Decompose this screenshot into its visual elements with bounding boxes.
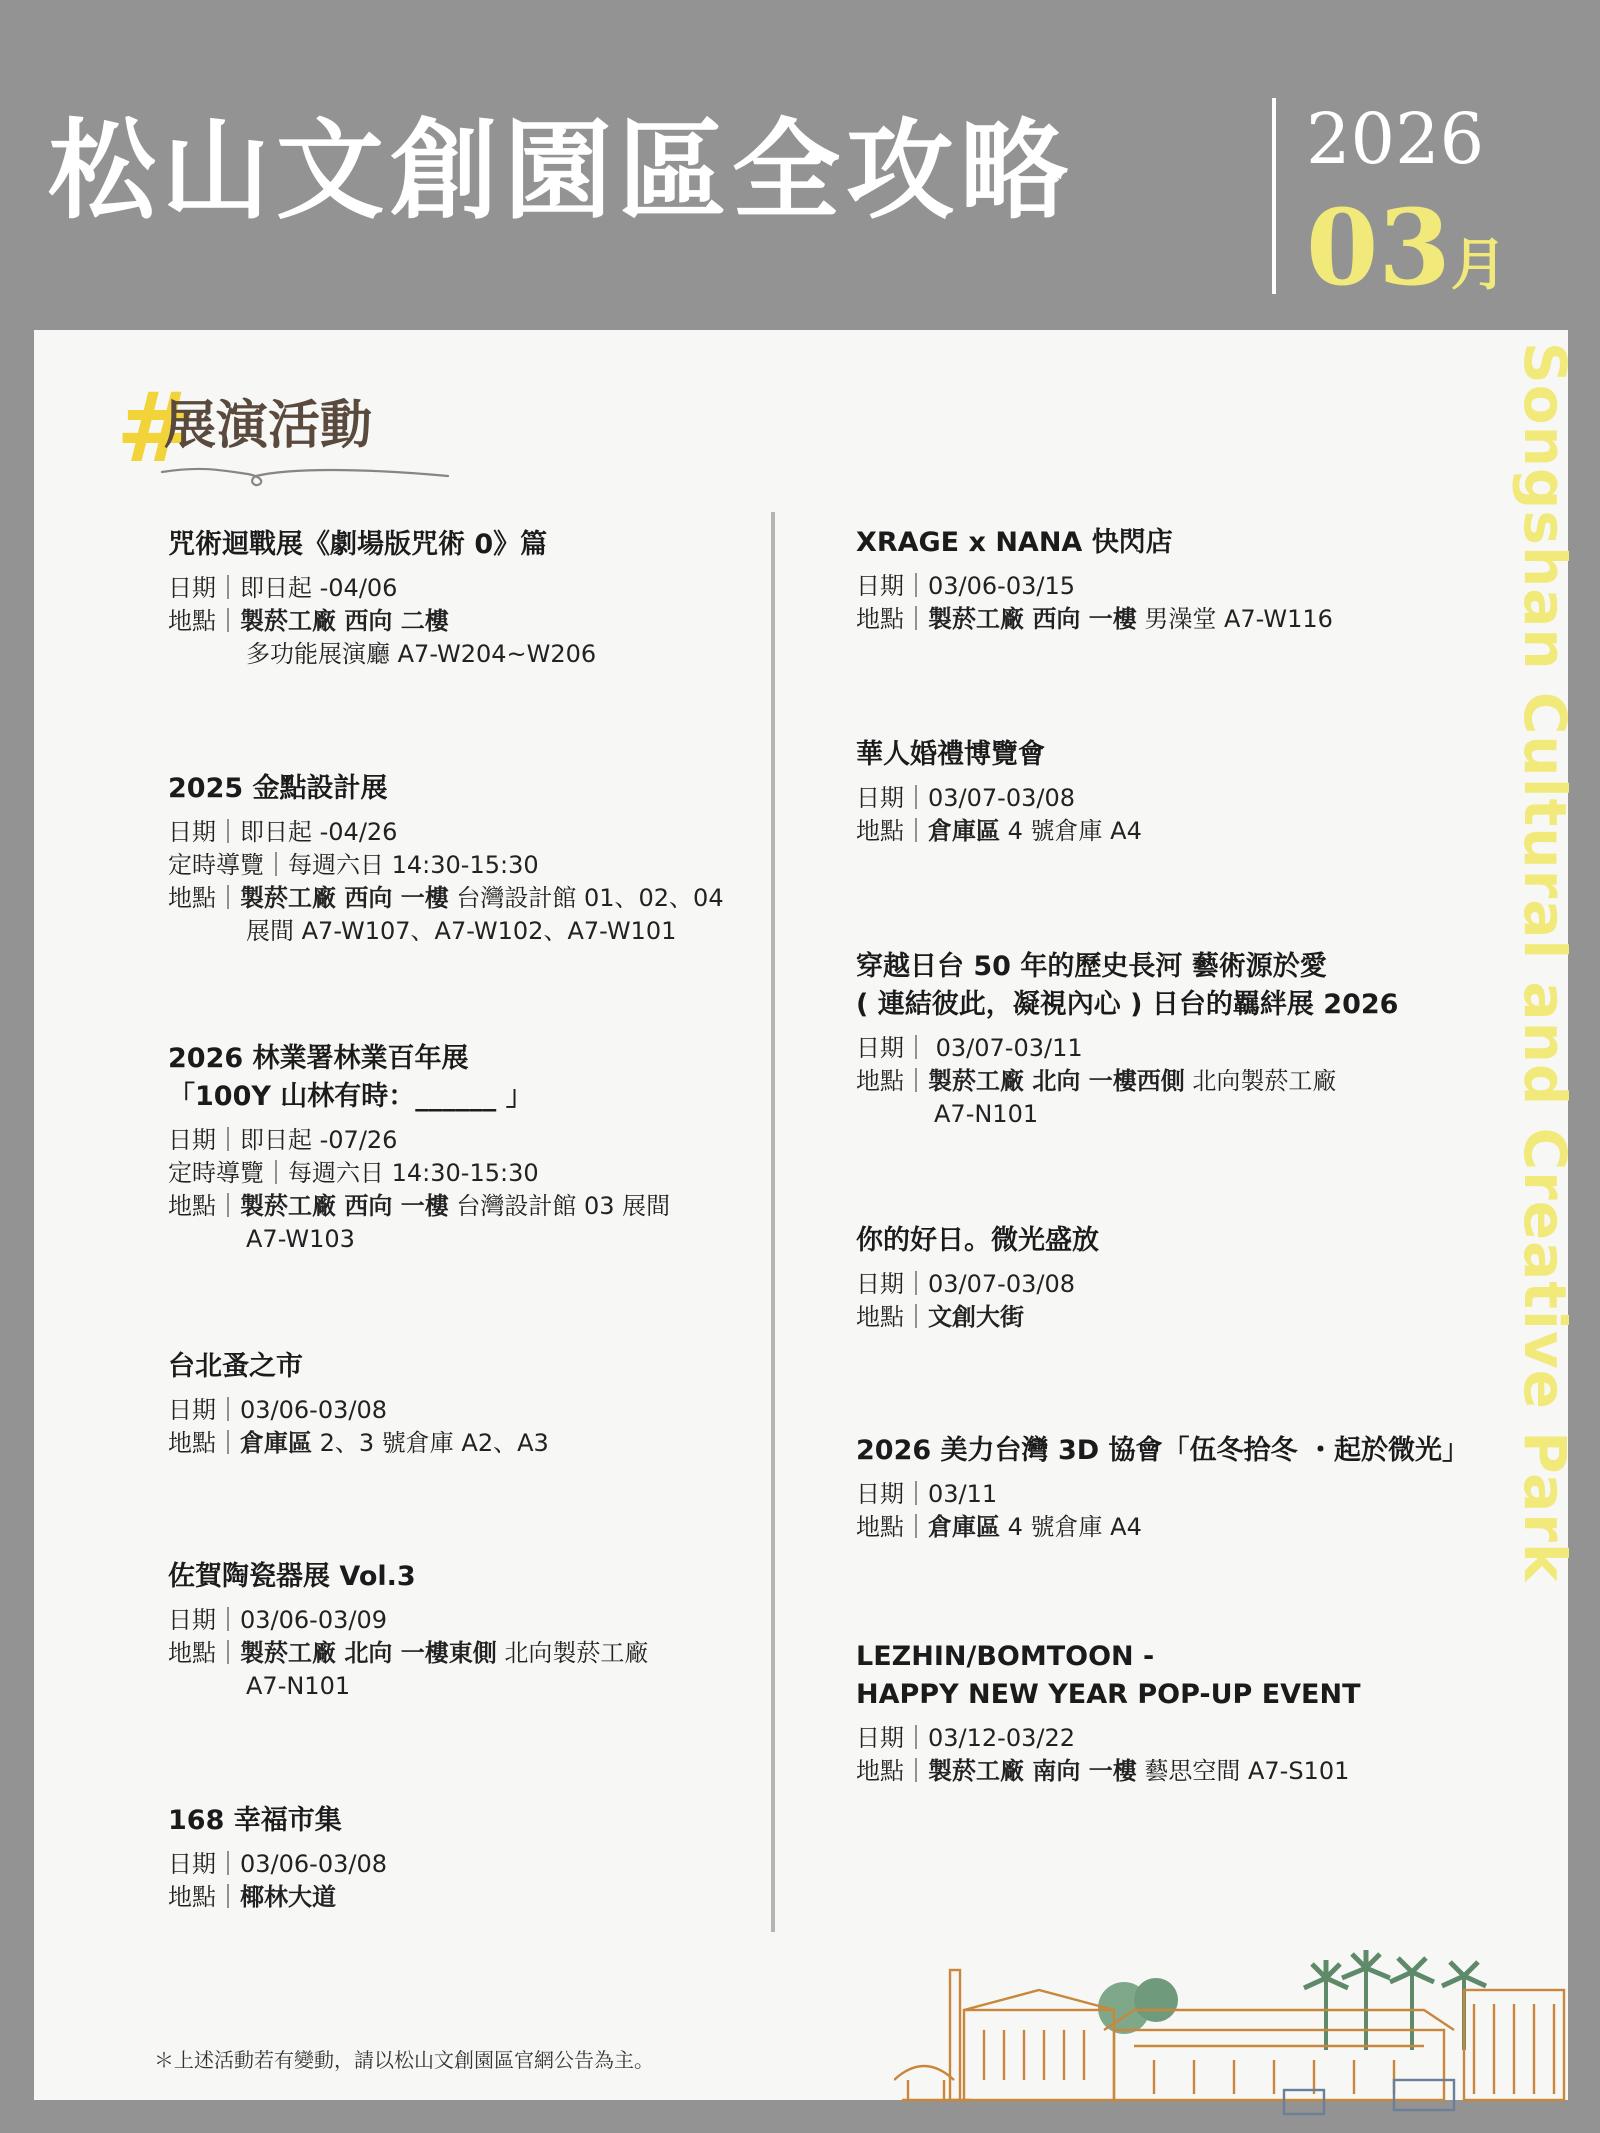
detail-text: 即日起 -04/26 <box>240 818 398 846</box>
park-buildings-illustration-icon <box>894 1930 1568 2120</box>
squiggle-underline-icon <box>160 452 450 488</box>
detail-label: 地點｜ <box>856 1757 928 1785</box>
detail-label: 定時導覽｜ <box>168 851 288 879</box>
event-item <box>856 1222 1099 1334</box>
event-detail-line <box>856 1755 1361 1788</box>
event-title: ( 連結彼此，凝視內心 ) 日台的羈絆展 2026 <box>856 989 1399 1020</box>
event-detail-line <box>856 815 1142 848</box>
event-item <box>168 770 724 948</box>
detail-venue: 製菸工廠 南向 一樓 <box>928 1757 1137 1785</box>
detail-text: 每週六日 14:30-15:30 <box>288 851 539 879</box>
event-item <box>168 1802 387 1914</box>
event-detail-line <box>168 849 724 882</box>
event-detail-line <box>168 638 596 671</box>
event-detail-line <box>856 1098 1398 1131</box>
event-detail-line <box>856 1065 1398 1098</box>
detail-label: 日期｜ <box>168 818 240 846</box>
detail-text: 03/06-03/09 <box>240 1606 387 1634</box>
event-title: XRAGE x NANA 快閃店 <box>856 527 1173 558</box>
detail-label: 日期｜ <box>168 1850 240 1878</box>
detail-text: 即日起 -07/26 <box>240 1126 398 1154</box>
detail-text: A7-W103 <box>246 1225 355 1253</box>
detail-label: 日期｜ <box>856 784 928 812</box>
detail-label: 地點｜ <box>168 1429 240 1457</box>
event-title: LEZHIN/BOMTOON - <box>856 1641 1155 1672</box>
detail-text: 每週六日 14:30-15:30 <box>288 1159 539 1187</box>
detail-label: 定時導覽｜ <box>168 1159 288 1187</box>
event-title: 2026 林業署林業百年展 <box>168 1043 469 1074</box>
detail-venue: 製菸工廠 北向 一樓西側 <box>928 1067 1185 1095</box>
event-title: 2025 金點設計展 <box>168 773 388 804</box>
detail-text: 北向製菸工廠 <box>496 1639 649 1667</box>
detail-text: 03/07-03/08 <box>928 1270 1075 1298</box>
side-vertical-text: Songshan Cultural and Creative Park <box>1511 342 1579 1583</box>
detail-label: 日期｜ <box>856 572 928 600</box>
detail-label: 地點｜ <box>856 1303 928 1331</box>
detail-venue: 製菸工廠 西向 一樓 <box>928 605 1137 633</box>
detail-label: 地點｜ <box>168 1883 240 1911</box>
section-title: 展演活動 <box>164 396 373 456</box>
detail-label: 日期｜ <box>856 1034 928 1062</box>
detail-text: 藝思空間 A7-S101 <box>1136 1757 1350 1785</box>
year-label: 2026 <box>1306 98 1485 180</box>
event-detail-line <box>168 1157 670 1190</box>
event-item <box>168 1040 670 1256</box>
detail-text: 台灣設計館 03 展間 <box>448 1192 671 1220</box>
detail-text: 03/11 <box>928 1480 998 1508</box>
detail-text: 男澡堂 A7-W116 <box>1136 605 1333 633</box>
hash-icon: # <box>116 371 197 484</box>
event-item <box>856 524 1333 636</box>
event-detail-line <box>168 605 596 638</box>
detail-text: 03/12-03/22 <box>928 1724 1075 1752</box>
event-title: 2026 美力台灣 3D 協會「伍冬拾冬 ・起於微光」 <box>856 1435 1469 1466</box>
event-detail-line <box>168 816 724 849</box>
event-detail-line <box>856 1268 1099 1301</box>
page-title: 松山文創園區全攻略 <box>48 109 1075 234</box>
detail-label: 日期｜ <box>856 1480 928 1508</box>
detail-label: 地點｜ <box>856 605 928 633</box>
event-detail-line <box>168 882 724 915</box>
detail-text: 4 號倉庫 A4 <box>1000 817 1142 845</box>
event-item <box>856 1432 1469 1544</box>
event-title: 168 幸福市集 <box>168 1805 342 1836</box>
event-title: 台北蚤之市 <box>168 1351 303 1382</box>
event-detail-line <box>168 1124 670 1157</box>
detail-label: 日期｜ <box>168 1396 240 1424</box>
event-detail-line <box>856 1301 1099 1334</box>
event-detail-line <box>168 1881 387 1914</box>
detail-text: A7-N101 <box>246 1672 351 1700</box>
event-title: 咒術迴戰展《劇場版咒術 0》篇 <box>168 529 548 560</box>
detail-venue: 倉庫區 <box>928 1513 1000 1541</box>
detail-label: 日期｜ <box>168 574 240 602</box>
detail-label: 地點｜ <box>168 1639 240 1667</box>
detail-label: 地點｜ <box>856 817 928 845</box>
event-detail-line <box>168 1427 549 1460</box>
detail-venue: 倉庫區 <box>240 1429 312 1457</box>
event-detail-line <box>856 1032 1398 1065</box>
footer-note: ＊上述活動若有變動，請以松山文創園區官網公告為主。 <box>154 2048 654 2072</box>
event-detail-line <box>856 603 1333 636</box>
event-title: 你的好日。微光盛放 <box>856 1225 1099 1256</box>
detail-text: 4 號倉庫 A4 <box>1000 1513 1142 1541</box>
detail-venue: 製菸工廠 西向 一樓 <box>240 884 449 912</box>
event-detail-line <box>856 1511 1469 1544</box>
event-detail-line <box>168 1670 648 1703</box>
event-title: 華人婚禮博覽會 <box>856 739 1045 770</box>
column-divider <box>771 512 775 1932</box>
event-item <box>168 526 596 671</box>
event-item <box>168 1348 549 1460</box>
detail-label: 地點｜ <box>168 1192 240 1220</box>
event-detail-line <box>168 1848 387 1881</box>
month-label <box>1306 186 1507 309</box>
detail-label: 地點｜ <box>168 884 240 912</box>
detail-text: 多功能展演廳 A7-W204~W206 <box>246 640 597 668</box>
detail-text: A7-N101 <box>934 1100 1039 1128</box>
detail-venue: 製菸工廠 西向 二樓 <box>240 607 449 635</box>
detail-text: 展間 A7-W107、A7-W102、A7-W101 <box>246 917 677 945</box>
event-item <box>856 948 1398 1131</box>
event-item <box>168 1558 648 1703</box>
event-detail-line <box>168 1604 648 1637</box>
detail-label: 地點｜ <box>856 1513 928 1541</box>
detail-label: 地點｜ <box>856 1067 928 1095</box>
event-title: 「100Y 山林有時：______ 」 <box>168 1081 533 1112</box>
detail-text: 03/07-03/08 <box>928 784 1075 812</box>
month-suffix: 月 <box>1450 233 1507 298</box>
detail-text: 03/07-03/11 <box>928 1034 1083 1062</box>
event-detail-line <box>856 570 1333 603</box>
detail-label: 日期｜ <box>168 1606 240 1634</box>
detail-venue: 文創大街 <box>928 1303 1024 1331</box>
detail-label: 日期｜ <box>856 1270 928 1298</box>
month-number: 03 <box>1306 186 1451 309</box>
detail-venue: 椰林大道 <box>240 1883 336 1911</box>
detail-text: 北向製菸工廠 <box>1184 1067 1337 1095</box>
detail-label: 地點｜ <box>168 607 240 635</box>
detail-venue: 製菸工廠 北向 一樓東側 <box>240 1639 497 1667</box>
event-item <box>856 1638 1361 1788</box>
event-item <box>856 736 1142 848</box>
detail-text: 03/06-03/08 <box>240 1850 387 1878</box>
detail-text: 03/06-03/15 <box>928 572 1075 600</box>
event-detail-line <box>168 1223 670 1256</box>
event-title: HAPPY NEW YEAR POP-UP EVENT <box>856 1679 1361 1710</box>
header <box>0 0 1600 330</box>
event-detail-line <box>168 1637 648 1670</box>
detail-text: 03/06-03/08 <box>240 1396 387 1424</box>
detail-venue: 倉庫區 <box>928 817 1000 845</box>
detail-text: 即日起 -04/06 <box>240 574 398 602</box>
event-detail-line <box>856 1478 1469 1511</box>
detail-label: 日期｜ <box>168 1126 240 1154</box>
event-detail-line <box>168 1394 549 1427</box>
detail-text: 2、3 號倉庫 A2、A3 <box>312 1429 549 1457</box>
detail-text: 台灣設計館 01、02、04 <box>448 884 724 912</box>
event-detail-line <box>168 915 724 948</box>
event-title: 佐賀陶瓷器展 Vol.3 <box>168 1561 416 1592</box>
event-detail-line <box>168 1190 670 1223</box>
event-detail-line <box>856 782 1142 815</box>
detail-venue: 製菸工廠 西向 一樓 <box>240 1192 449 1220</box>
header-divider <box>1272 98 1276 294</box>
event-title: 穿越日台 50 年的歷史長河 藝術源於愛 <box>856 951 1327 982</box>
detail-label: 日期｜ <box>856 1724 928 1752</box>
event-detail-line <box>168 572 596 605</box>
event-detail-line <box>856 1722 1361 1755</box>
